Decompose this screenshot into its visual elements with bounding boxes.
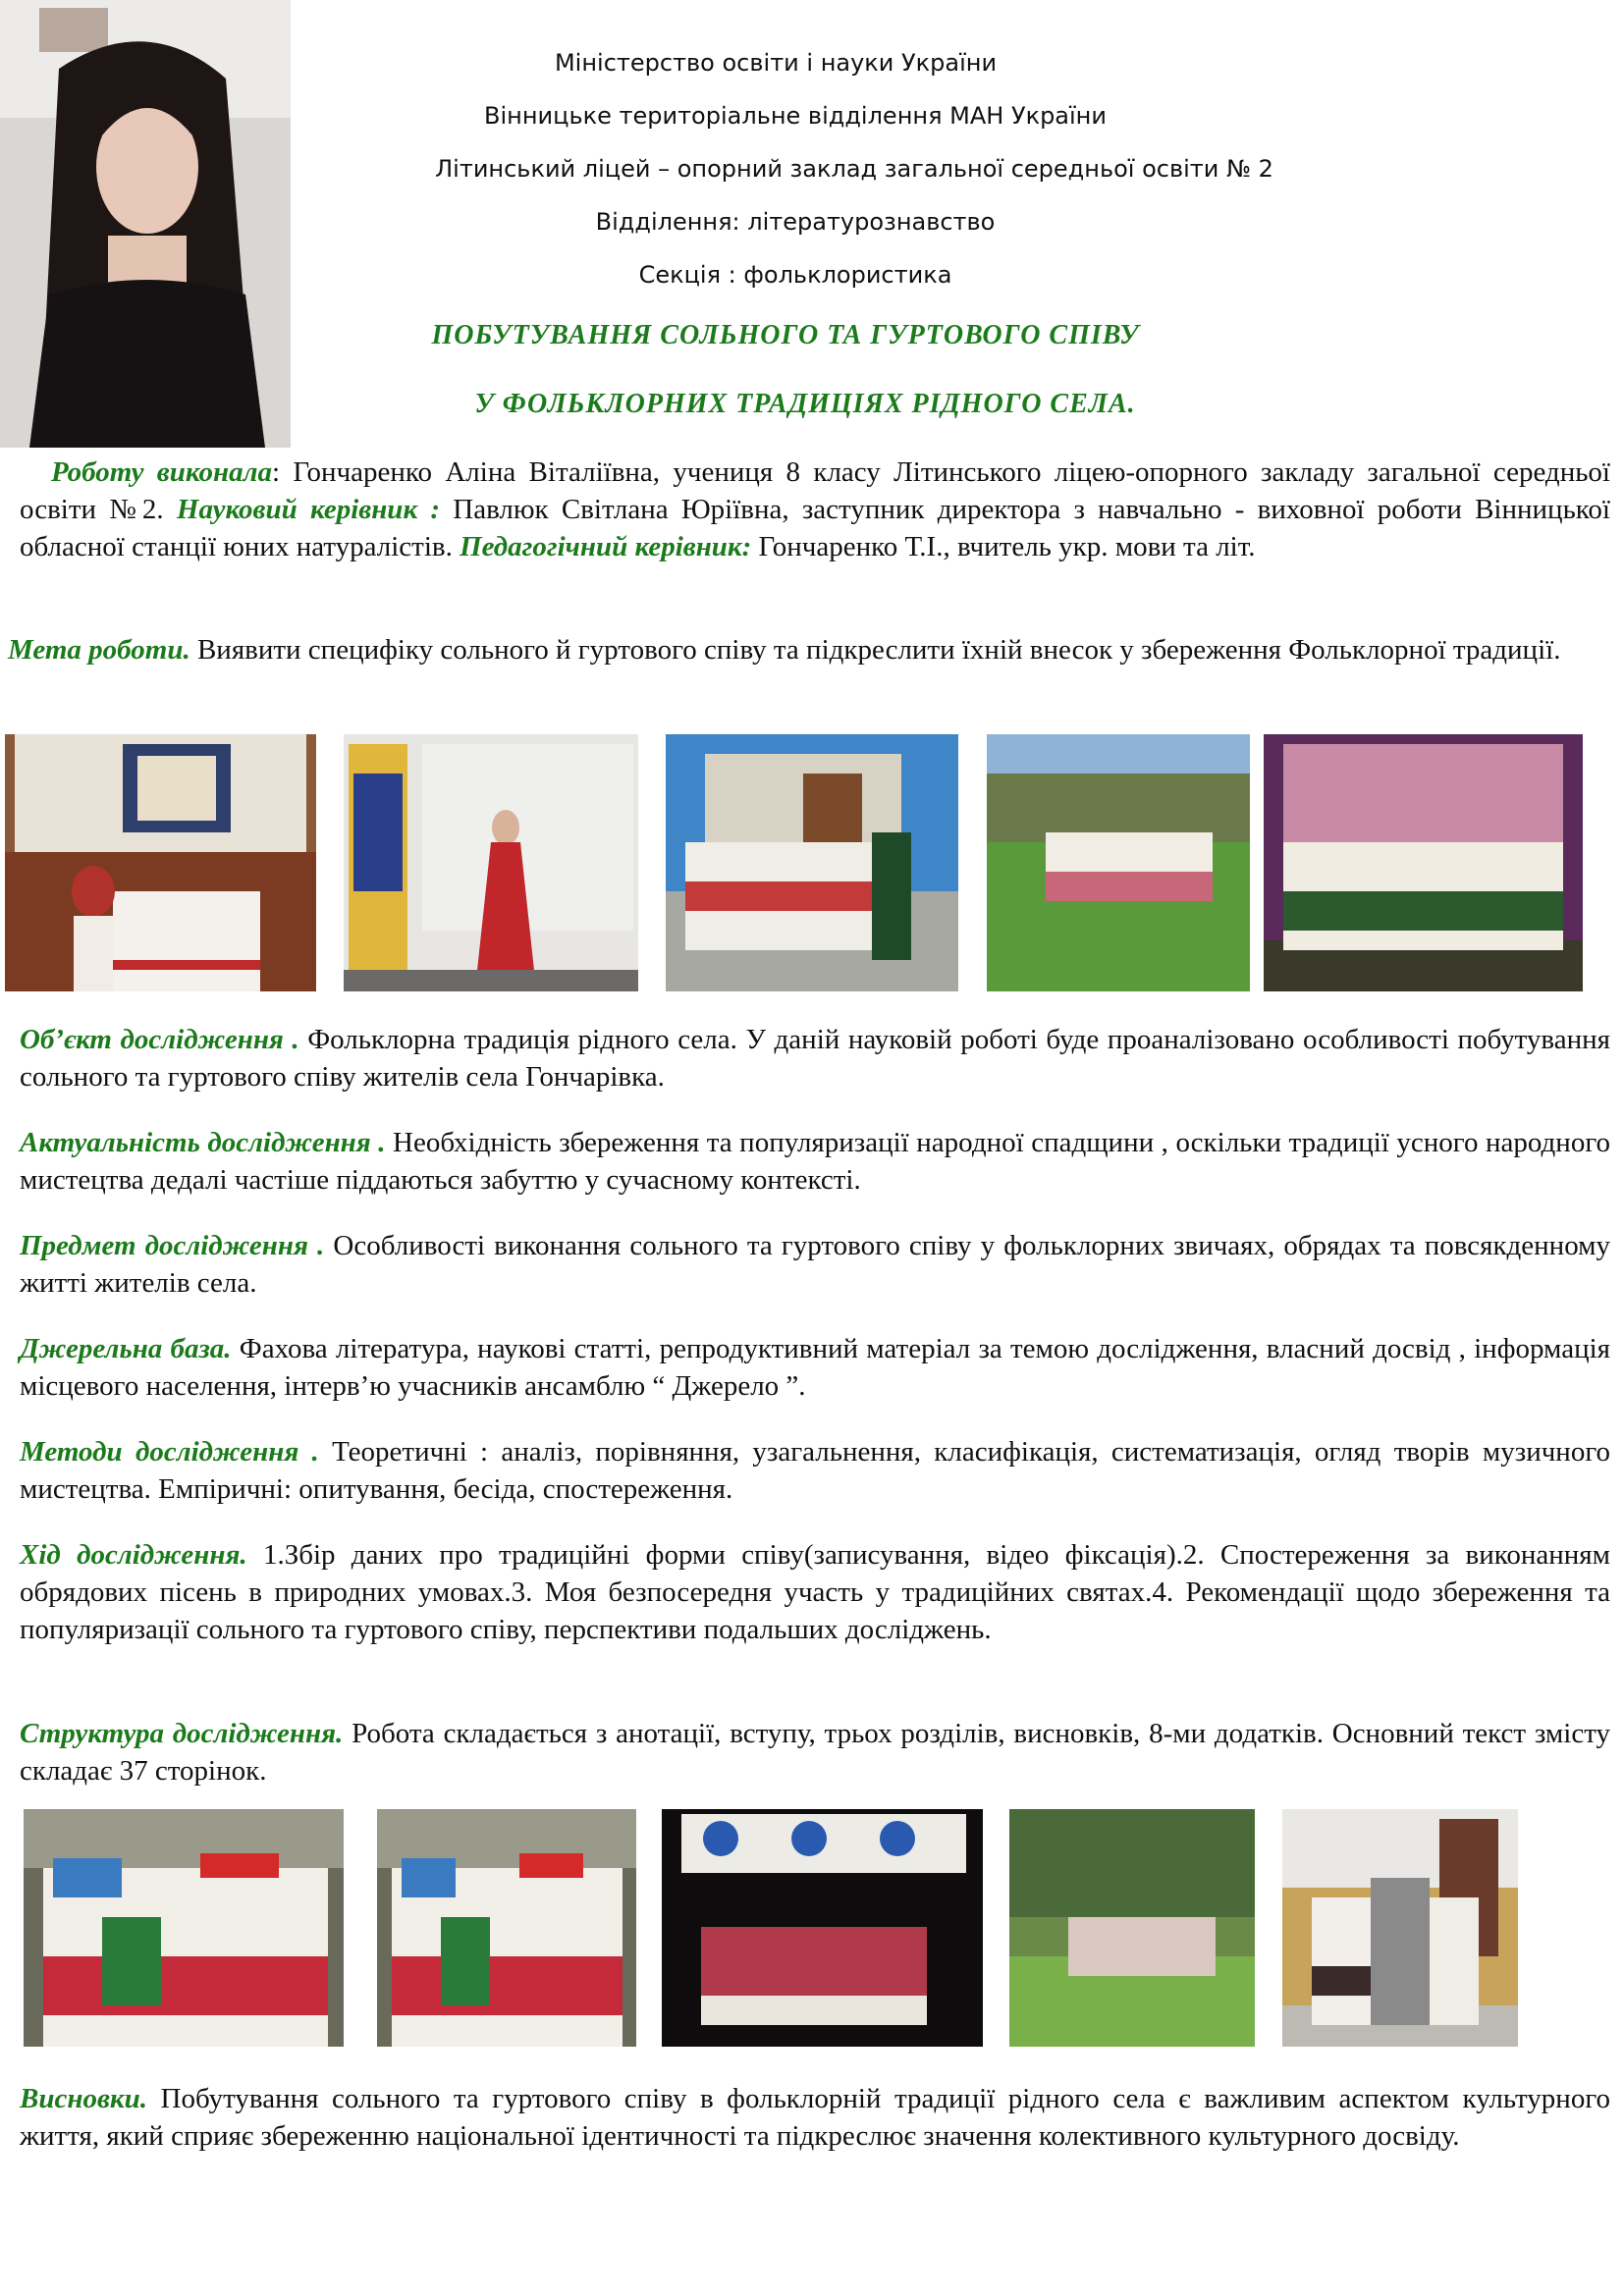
- section-subject-label: Предмет дослідження .: [20, 1230, 325, 1261]
- goal-text: Виявити специфіку сольного й гуртового співу та підкреслити їхній внесок у збереження Фольклорної традиції.: [189, 634, 1561, 666]
- section-object-label: Об’єкт дослідження .: [20, 1024, 299, 1055]
- title-line-1: ПОБУТУВАННЯ СОЛЬНОГО ТА ГУРТОВОГО СПІВУ: [431, 320, 1140, 350]
- conclusion-label: Висновки.: [20, 2083, 147, 2114]
- header-school: Літинський ліцей – опорний заклад загальної середньої освіти № 2: [435, 155, 1273, 183]
- section-structure-label: Структура дослідження.: [20, 1718, 344, 1749]
- section-subject: [20, 1227, 1610, 1302]
- section-object: [20, 1021, 1610, 1095]
- title-line-2: У ФОЛЬКЛОРНИХ ТРАДИЦІЯХ РІДНОГО СЕЛА.: [474, 389, 1136, 419]
- photo-carolers-1: [24, 1809, 344, 2047]
- supervisor-label: Науковий керівник :: [176, 494, 441, 525]
- conclusion-text: Побутування сольного та гуртового співу в фольклорній традиції рідного села є важливим аспектом культурного життя, який сприяє збереженню національної ідентичності та підкреслює значення колективного культурного досвіду.: [20, 2083, 1610, 2152]
- header-man-branch: Вінницьке територіальне відділення МАН України: [484, 102, 1107, 130]
- teacher-text: Гончаренко Т.І., вчитель укр. мови та літ.: [751, 531, 1256, 562]
- section-sources-text: Фахова література, наукові статті, репродуктивний матеріал за темою дослідження, власний досвід , інформація місцевого населення, інтерв’ю учасників ансамблю “ Джерело ”.: [20, 1333, 1610, 1402]
- photo-carolers-2: [377, 1809, 636, 2047]
- photo-museum-interior: [5, 734, 316, 991]
- photo-christmas-stage: [662, 1809, 983, 2047]
- author-text: : Гончаренко Аліна Віталіївна, учениця 8 класу Літинського ліцею-опорного закладу загальної середньої освіти №2.: [20, 456, 1610, 525]
- section-sources-label: Джерельна база.: [20, 1333, 232, 1364]
- header-section: Секція : фольклористика: [638, 261, 952, 289]
- section-process-label: Хід дослідження.: [20, 1539, 247, 1571]
- header-ministry: Міністерство освіти і науки України: [554, 49, 998, 77]
- photo-family-portrait: [1282, 1809, 1518, 2047]
- supervisor-text: Павлюк Світлана Юріївна, заступник директора з навчально - виховної роботи Вінницької обласної станції юних натуралістів.: [20, 494, 1610, 562]
- section-sources: [20, 1330, 1610, 1405]
- section-structure-text: Робота складається з анотації, вступу, трьох розділів, висновків, 8-ми додатків. Основний текст змісту складає 37 сторінок.: [20, 1718, 1610, 1787]
- conclusion-paragraph: [20, 2080, 1610, 2155]
- section-relevance-label: Актуальність дослідження .: [20, 1127, 386, 1158]
- authors-paragraph: [20, 454, 1610, 565]
- photo-ensemble-meadow: [1009, 1809, 1255, 2047]
- photo-group-outdoor: [666, 734, 958, 991]
- photo-ensemble-stage: [1264, 734, 1583, 991]
- section-subject-text: Особливості виконання сольного та гуртового співу у фольклорних звичаях, обрядах та повсякденному житті жителів села.: [20, 1230, 1611, 1299]
- section-methods-label: Методи дослідження .: [20, 1436, 319, 1468]
- photo-stage-performance: [344, 734, 638, 991]
- section-methods: [20, 1433, 1610, 1508]
- goal-label: Мета роботи.: [8, 634, 190, 666]
- header-department: Відділення: літературознавство: [595, 208, 996, 236]
- section-methods-text: Теоретичні : аналіз, порівняння, узагальнення, класифікація, систематизація, огляд творів музичного мистецтва. Емпіричні: опитування, бесіда, спостереження.: [20, 1436, 1610, 1505]
- section-relevance: [20, 1124, 1610, 1199]
- photo-ensemble-field: [987, 734, 1250, 991]
- section-process-text: 1.Збір даних про традиційні форми співу(записування, відео фіксація).2. Спостереження за виконанням обрядових пісень в природних умовах.3. Моя безпосередня участь у традиційних святах.4. Рекомендації щодо збереження та популяризації сольного та гуртового співу, перспективи подальших досліджень.: [20, 1539, 1610, 1645]
- section-relevance-text: Необхідність збереження та популяризації народної спадщини , оскільки традиції усного народного мистецтва дедалі частіше піддаються забуттю у сучасному контексті.: [20, 1127, 1610, 1196]
- section-structure: [20, 1715, 1610, 1789]
- goal-paragraph: [8, 631, 1598, 668]
- section-object-text: Фольклорна традиція рідного села. У даній науковій роботі буде проаналізовано особливості побутування сольного та гуртового співу жителів села Гончарівка.: [20, 1024, 1610, 1093]
- teacher-label: Педагогічний керівник:: [460, 531, 752, 562]
- section-process: [20, 1536, 1610, 1648]
- author-label: Роботу виконала: [51, 456, 272, 488]
